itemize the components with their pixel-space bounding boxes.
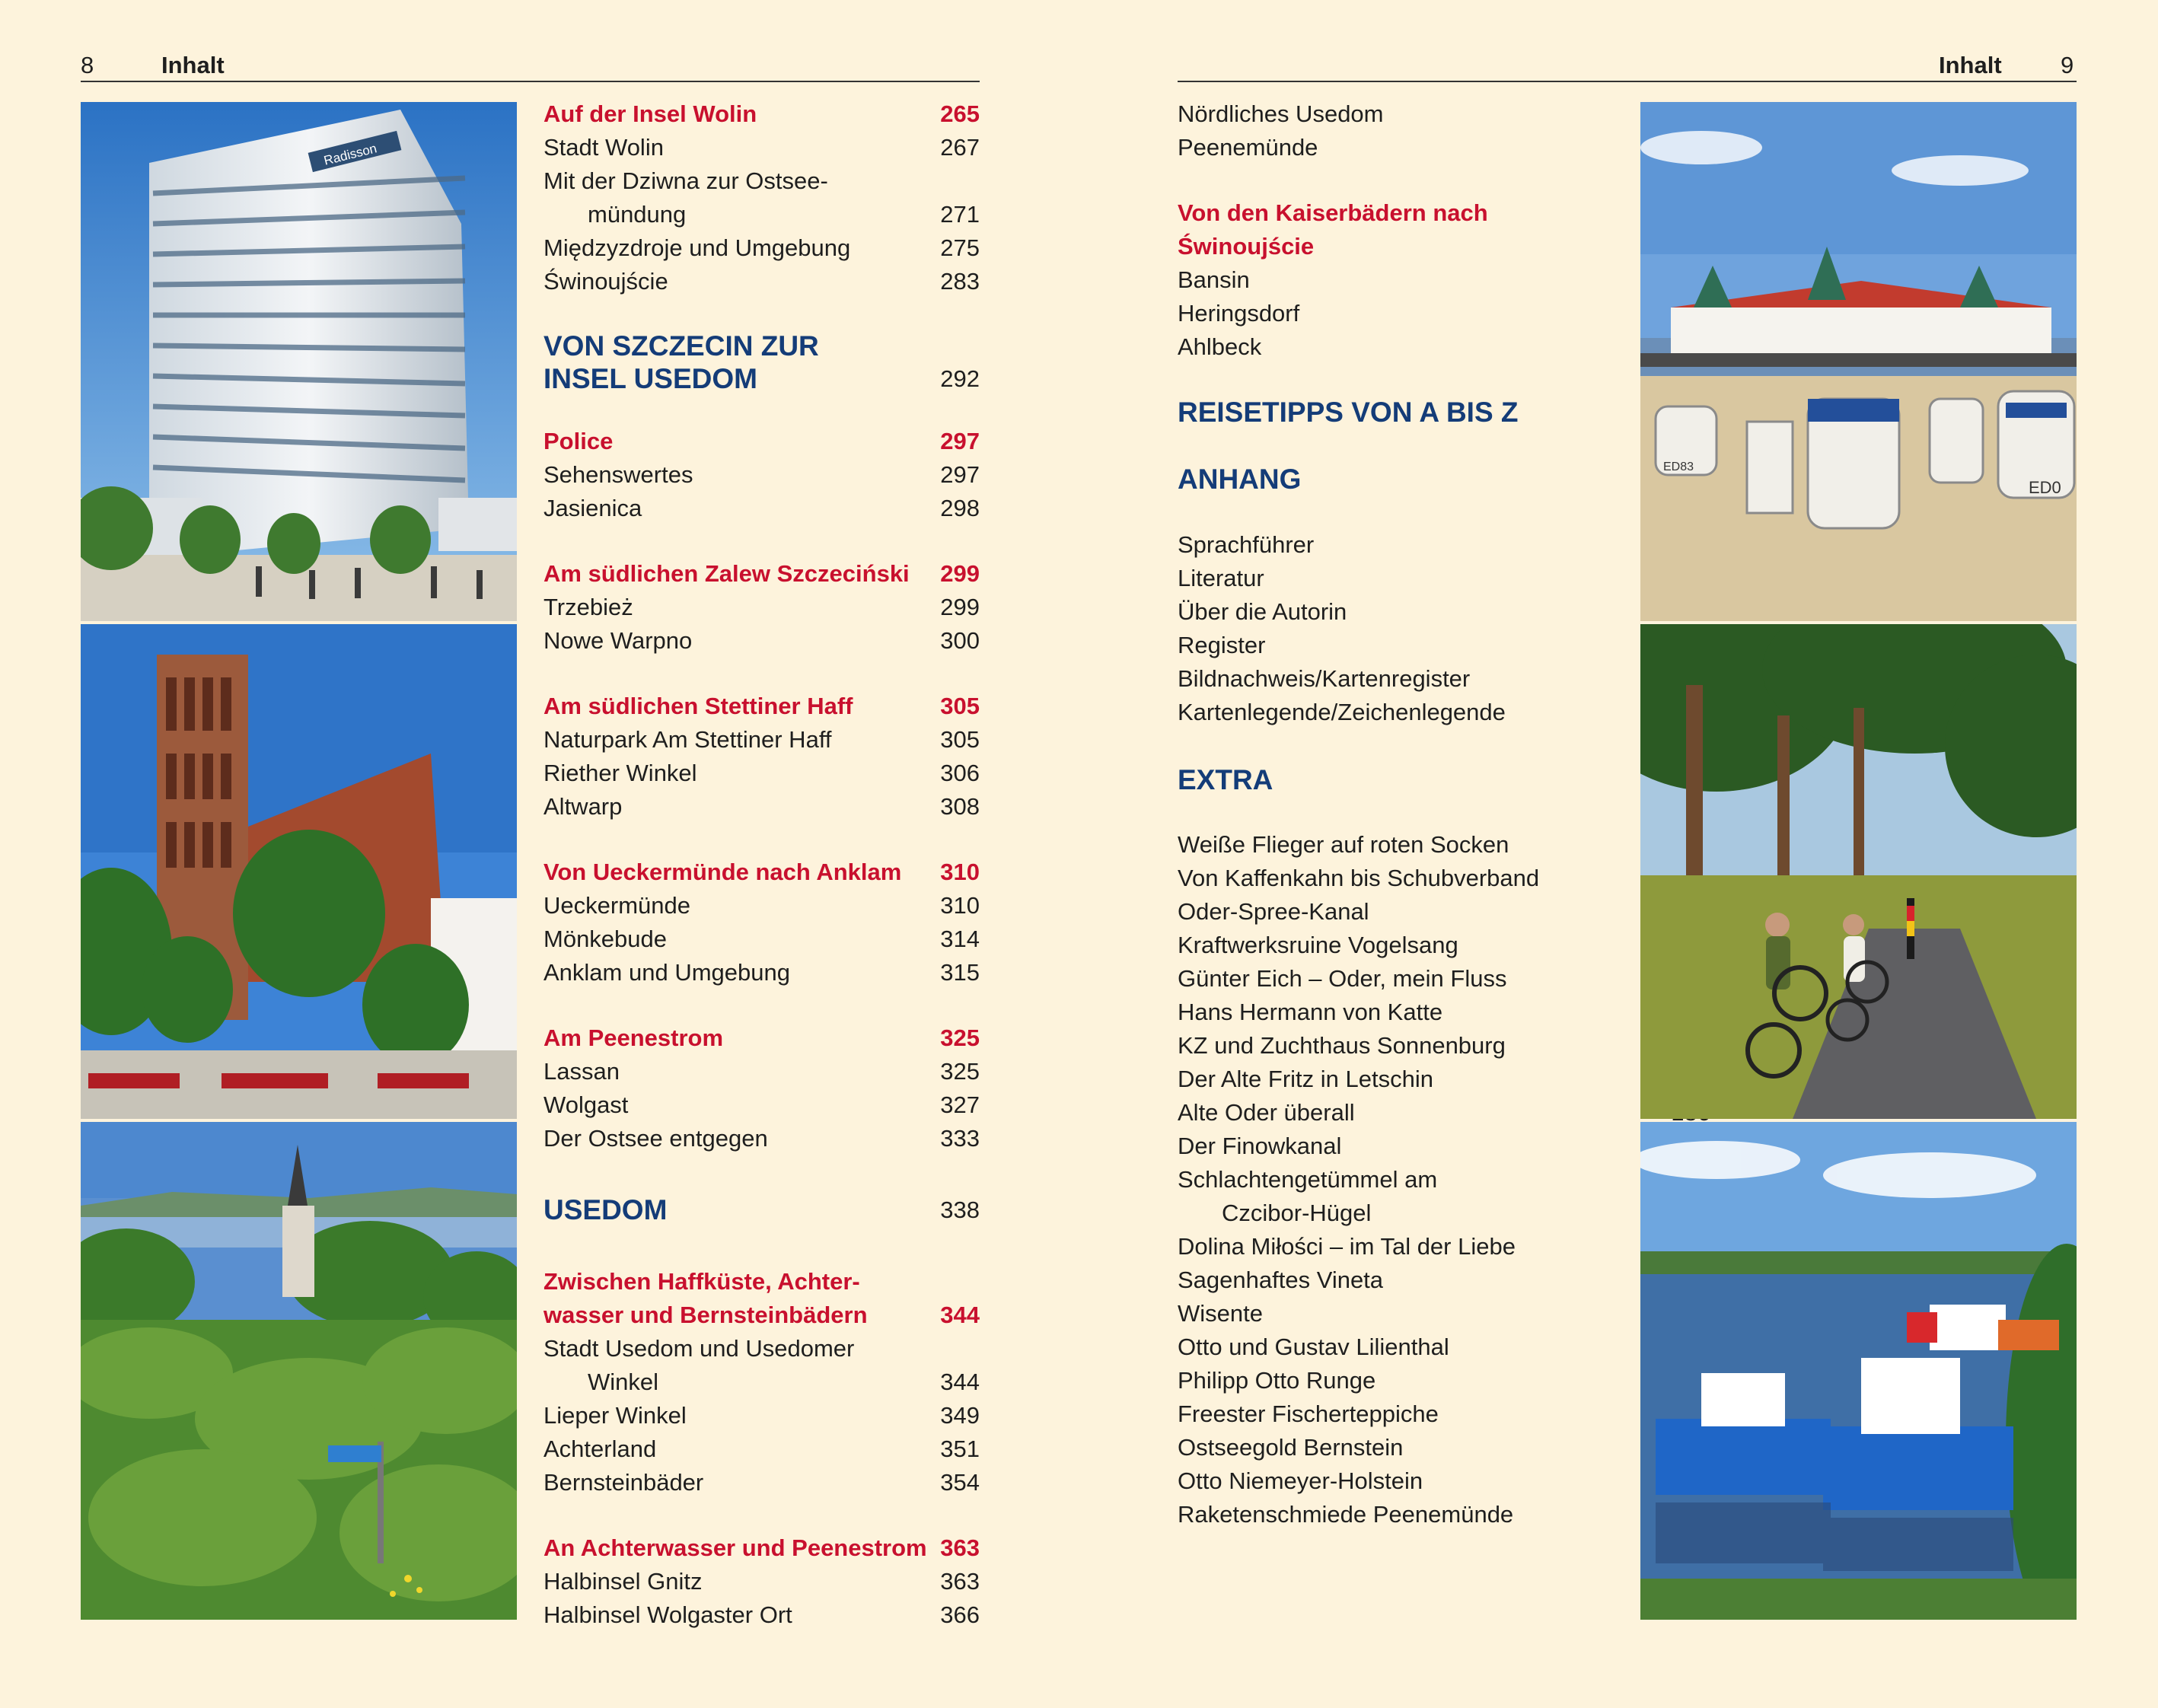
toc-title: Świnoujście <box>543 268 668 295</box>
toc-title: Międzyzdroje und Umgebung <box>543 234 851 261</box>
toc-title: KZ und Zuchthaus Sonnenburg <box>1178 1032 1506 1059</box>
photo-pier-beach-chairs <box>1640 102 2077 621</box>
toc-title: ANHANG <box>1178 464 1302 495</box>
toc-page-number: 275 <box>940 234 980 261</box>
toc-title: Otto und Gustav Lilienthal <box>1178 1334 1449 1360</box>
toc-title: Lassan <box>543 1058 620 1085</box>
toc-title: Von Ueckermünde nach Anklam <box>543 859 902 885</box>
toc-title: Halbinsel Gnitz <box>543 1568 703 1595</box>
toc-title: Am südlichen Zalew Szczeciński <box>543 560 910 587</box>
toc-title: Am Peenestrom <box>543 1024 724 1051</box>
toc-page-number: 306 <box>940 760 980 786</box>
page-number-left: 8 <box>81 52 94 78</box>
toc-page-number: 271 <box>940 201 980 228</box>
toc-title: Peenemünde <box>1178 134 1318 161</box>
toc-title: Police <box>543 428 614 454</box>
toc-title: VON SZCZECIN ZUR <box>543 330 819 362</box>
toc-title: Lieper Winkel <box>543 1402 687 1429</box>
toc-title: Der Ostsee entgegen <box>543 1125 768 1152</box>
toc-title: Über die Autorin <box>1178 598 1347 625</box>
toc-title: Günter Eich – Oder, mein Fluss <box>1178 965 1507 992</box>
toc-title: Von den Kaiserbädern nach <box>1178 199 1488 226</box>
toc-title: INSEL USEDOM <box>543 363 757 394</box>
toc-title: Mönkebude <box>543 926 668 952</box>
toc-title: Sprachführer <box>1178 531 1315 558</box>
toc-page-number: 292 <box>940 365 980 392</box>
toc-page-number: 338 <box>940 1197 980 1223</box>
toc-title: Czcibor-Hügel <box>1222 1200 1372 1226</box>
toc-title: Halbinsel Wolgaster Ort <box>543 1601 792 1628</box>
toc-title: Altwarp <box>543 793 623 820</box>
toc-title: Nördliches Usedom <box>1178 100 1384 127</box>
beach-chair-label-1: ED83 <box>1663 460 1694 473</box>
toc-title: Von Kaffenkahn bis Schubverband <box>1178 865 1540 891</box>
photo-cyclists-path <box>1640 624 2077 1119</box>
toc-title: Raketenschmiede Peenemünde <box>1178 1501 1514 1528</box>
beach-chair-label-2: ED0 <box>2029 478 2061 497</box>
toc-title: Freester Fischerteppiche <box>1178 1400 1439 1427</box>
toc-title: Stadt Wolin <box>543 134 664 161</box>
toc-title: Otto Niemeyer-Holstein <box>1178 1467 1423 1494</box>
toc-title: Schlachtengetümmel am <box>1178 1166 1438 1193</box>
toc-title: Ahlbeck <box>1178 333 1262 360</box>
header-rule-left <box>81 81 980 82</box>
toc-title: Der Finowkanal <box>1178 1133 1342 1159</box>
page-number-right: 9 <box>2061 52 2074 78</box>
toc-title: Bernsteinbäder <box>543 1469 704 1496</box>
running-header-right: Inhalt <box>1939 52 2002 78</box>
toc-title: Register <box>1178 632 1266 658</box>
toc-title: Wolgast <box>543 1091 629 1118</box>
photo-boats-river <box>1640 1122 2077 1620</box>
toc-title: Auf der Insel Wolin <box>543 100 757 127</box>
toc-title: Trzebież <box>543 594 633 620</box>
toc-title: USEDOM <box>543 1194 668 1225</box>
toc-title: Jasienica <box>543 495 642 521</box>
toc-page-number: 354 <box>940 1469 980 1496</box>
header-rule-right <box>1178 81 2077 82</box>
toc-title: Weiße Flieger auf roten Socken <box>1178 831 1509 858</box>
toc-title: Mit der Dziwna zur Ostsee- <box>543 167 828 194</box>
toc-page-number: 305 <box>940 726 980 753</box>
toc-page-number: 315 <box>940 959 980 986</box>
toc-title: Riether Winkel <box>543 760 697 786</box>
toc-title: Ueckermünde <box>543 892 690 919</box>
toc-title: Der Alte Fritz in Letschin <box>1178 1066 1433 1092</box>
toc-page-number: 363 <box>940 1534 980 1561</box>
toc-title: Bansin <box>1178 266 1250 293</box>
photo-brick-church <box>81 624 517 1119</box>
toc-title: Winkel <box>588 1369 659 1395</box>
toc-title: Sagenhaftes Vineta <box>1178 1267 1384 1293</box>
toc-title: Nowe Warpno <box>543 627 693 654</box>
toc-page-number: 344 <box>940 1369 980 1395</box>
toc-page-number: 265 <box>940 100 980 127</box>
toc-page-number: 333 <box>940 1125 980 1152</box>
toc-title: Am südlichen Stettiner Haff <box>543 693 853 719</box>
toc-title: Heringsdorf <box>1178 300 1300 327</box>
toc-page-number: 267 <box>940 134 980 161</box>
toc-title: Stadt Usedom und Usedomer <box>543 1335 855 1362</box>
toc-title: mündung <box>588 201 687 228</box>
toc-page-number: 297 <box>940 461 980 488</box>
toc-page-number: 349 <box>940 1402 980 1429</box>
toc-title: Naturpark Am Stettiner Haff <box>543 726 832 753</box>
hotel-sign-text: Radisson <box>322 141 378 168</box>
toc-title: Bildnachweis/Kartenregister <box>1178 665 1471 692</box>
toc-page-number: 310 <box>940 859 980 885</box>
toc-title: Kraftwerksruine Vogelsang <box>1178 932 1458 958</box>
toc-page-number: 283 <box>940 268 980 295</box>
toc-title: Kartenlegende/Zeichenlegende <box>1178 699 1506 725</box>
toc-title: Wisente <box>1178 1300 1263 1327</box>
toc-title: Zwischen Haffküste, Achter- <box>543 1268 860 1295</box>
toc-page-number: 325 <box>940 1058 980 1085</box>
toc-title: Anklam und Umgebung <box>543 959 790 986</box>
toc-page-number: 300 <box>940 627 980 654</box>
toc-title: EXTRA <box>1178 764 1273 795</box>
toc-title: Świnoujście <box>1178 233 1315 260</box>
photo-hotel-highrise <box>81 102 517 621</box>
toc-page-number: 298 <box>940 495 980 521</box>
toc-title: An Achterwasser und Peenestrom <box>543 1534 927 1561</box>
toc-page-number: 351 <box>940 1436 980 1462</box>
toc-title: Philipp Otto Runge <box>1178 1367 1376 1394</box>
toc-page-number: 344 <box>940 1302 980 1328</box>
toc-page-number: 366 <box>940 1601 980 1628</box>
toc-page-number: 314 <box>940 926 980 952</box>
toc-page-number: 310 <box>940 892 980 919</box>
toc-title: Alte Oder überall <box>1178 1099 1355 1126</box>
toc-title: wasser und Bernsteinbädern <box>543 1302 868 1328</box>
toc-page-number: 299 <box>940 594 980 620</box>
toc-title: Sehenswertes <box>543 461 693 488</box>
toc-title: Dolina Miłości – im Tal der Liebe <box>1178 1233 1516 1260</box>
toc-title: Oder-Spree-Kanal <box>1178 898 1369 925</box>
toc-page-number: 299 <box>940 560 980 587</box>
toc-title: Hans Hermann von Katte <box>1178 999 1443 1025</box>
toc-page-number: 363 <box>940 1568 980 1595</box>
right-page <box>1079 0 2158 1708</box>
toc-page-number: 308 <box>940 793 980 820</box>
toc-page-number: 297 <box>940 428 980 454</box>
toc-title: Literatur <box>1178 565 1264 591</box>
photo-village-lake <box>81 1122 517 1620</box>
toc-page-number: 325 <box>940 1024 980 1051</box>
toc-page-number: 327 <box>940 1091 980 1118</box>
toc-title: Ostseegold Bernstein <box>1178 1434 1404 1461</box>
toc-title: REISETIPPS VON A BIS Z <box>1178 397 1519 428</box>
toc-page-number: 305 <box>940 693 980 719</box>
toc-title: Achterland <box>543 1436 657 1462</box>
running-header-left: Inhalt <box>161 52 225 78</box>
